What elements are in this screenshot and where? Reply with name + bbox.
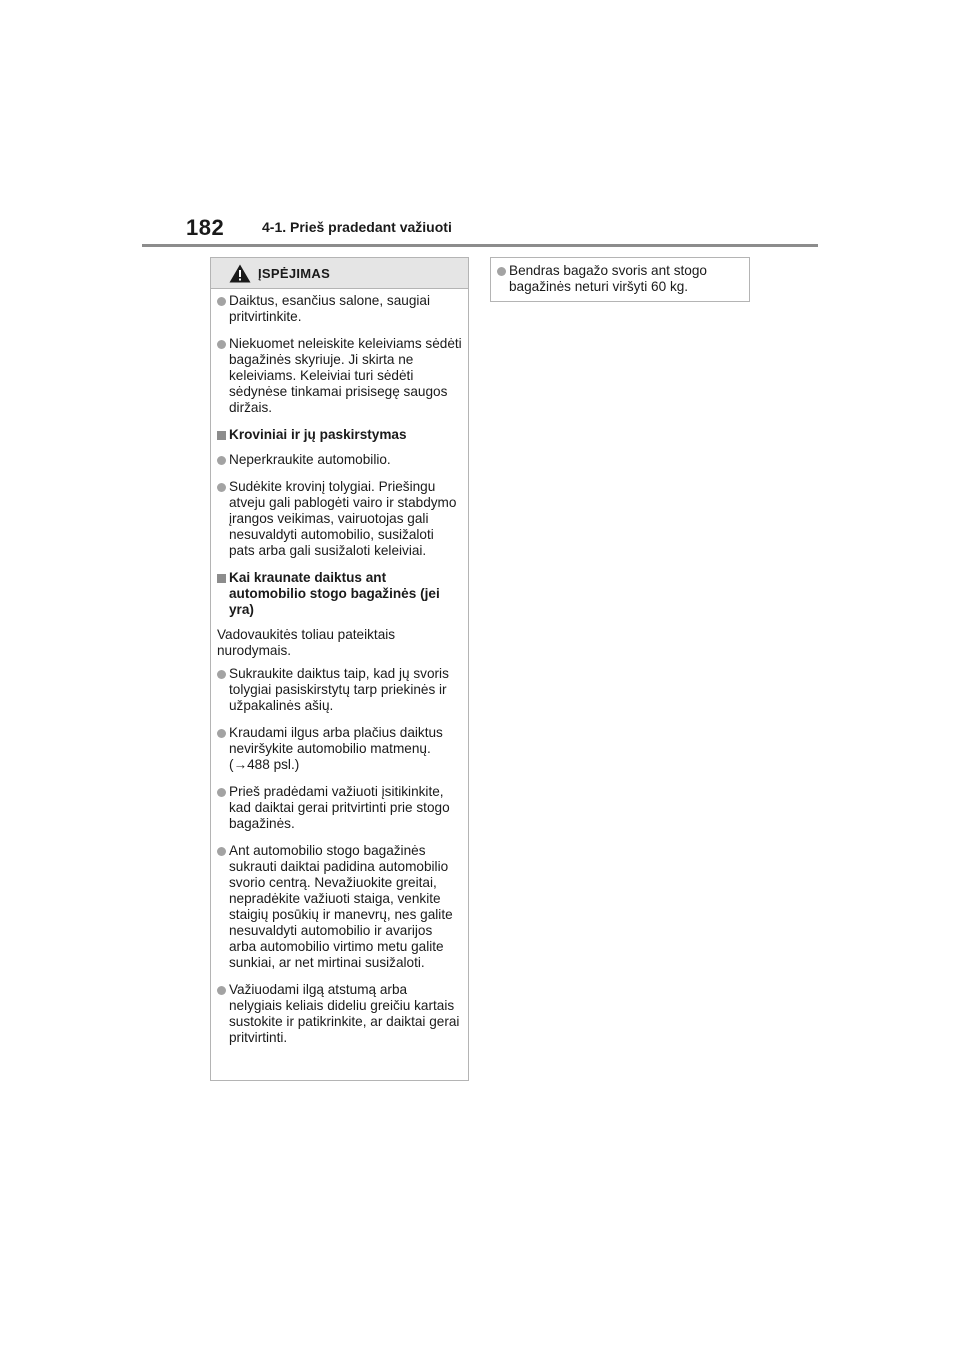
block-text: Prieš pradėdami važiuoti įsitikinkite, kad daiktai gerai pritvirtinti prie stogo bagažinės. [229, 784, 450, 831]
bullet-icon [217, 788, 226, 797]
block-text: Ant automobilio stogo bagažinės sukrauti daiktai padidina automobilio svorio centrą. Nevažiuokite greitai, nepradėkite važiuoti staiga, venkite staigių posūkių ir manevrų, nes galite nesuvaldyti automobilio ir avarijos arba automobilio virtimo metu galite sunkiai, ar net mirtinai susižaloti. [229, 843, 453, 970]
block-text: Sudėkite krovinį tolygiai. Priešingu atveju gali pablogėti vairo ir stabdymo įrangos veikimas, vairuotojas gali nesuvaldyti automobilio, susižaloti pats arba gali susižaloti keleiviai. [229, 479, 457, 558]
bullet-icon [217, 340, 226, 349]
block-text: Neperkraukite automobilio. [229, 452, 391, 467]
bullet-icon [217, 456, 226, 465]
warning-bullet-item [217, 725, 462, 773]
warning-subheading [217, 427, 462, 443]
warning-content [211, 289, 468, 1046]
side-note-box [490, 257, 750, 302]
section-title: 4-1. Prieš pradedant važiuoti [262, 219, 452, 235]
block-text: Daiktus, esančius salone, saugiai pritvirtinkite. [229, 293, 430, 324]
warning-bullet-item [217, 293, 462, 325]
block-text: Važiuodami ilgą atstumą arba nelygiais keliais dideliu greičiu kartais sustokite ir patikrinkite, ar daiktai gerai pritvirtinti. [229, 982, 460, 1045]
bullet-icon [217, 729, 226, 738]
warning-bullet-item [217, 452, 462, 468]
warning-paragraph [217, 627, 462, 659]
block-text: Niekuomet neleiskite keleiviams sėdėti bagažinės skyriuje. Ji skirta ne keleiviams. Keleiviai turi sėdėti sėdynėse tinkamai prisisegę saugos diržais. [229, 336, 462, 415]
side-note-text: Bendras bagažo svoris ant stogo bagažinės neturi viršyti 60 kg. [509, 263, 707, 294]
warning-title: ĮSPĖJIMAS [258, 265, 331, 281]
warning-bullet-item [217, 336, 462, 416]
bullet-icon [497, 267, 506, 276]
header-rule [142, 244, 818, 247]
side-note-item [497, 263, 743, 295]
bullet-icon [217, 297, 226, 306]
warning-box [210, 257, 469, 1081]
warning-bullet-item [217, 982, 462, 1046]
square-bullet-icon [217, 431, 226, 440]
block-text: Kai kraunate daiktus ant automobilio stogo bagažinės (jei yra) [229, 570, 440, 617]
warning-bullet-item [217, 784, 462, 832]
warning-bullet-item [217, 479, 462, 559]
block-text: Sukraukite daiktus taip, kad jų svoris tolygiai pasiskirstytų tarp priekinės ir užpakalinės ašių. [229, 666, 449, 713]
bullet-icon [217, 670, 226, 679]
warning-bullet-item [217, 843, 462, 971]
bullet-icon [217, 483, 226, 492]
warning-triangle-icon [229, 264, 251, 283]
block-text: Kroviniai ir jų paskirstymas [229, 427, 407, 442]
bullet-icon [217, 986, 226, 995]
warning-header [211, 258, 468, 289]
page-number: 182 [186, 215, 225, 240]
warning-bullet-item [217, 666, 462, 714]
warning-subheading [217, 570, 462, 618]
square-bullet-icon [217, 574, 226, 583]
bullet-icon [217, 847, 226, 856]
block-text: Vadovaukitės toliau pateiktais nurodymais. [217, 627, 396, 658]
block-text: Kraudami ilgus arba plačius daiktus neviršykite automobilio matmenų. (→488 psl.) [229, 725, 443, 772]
